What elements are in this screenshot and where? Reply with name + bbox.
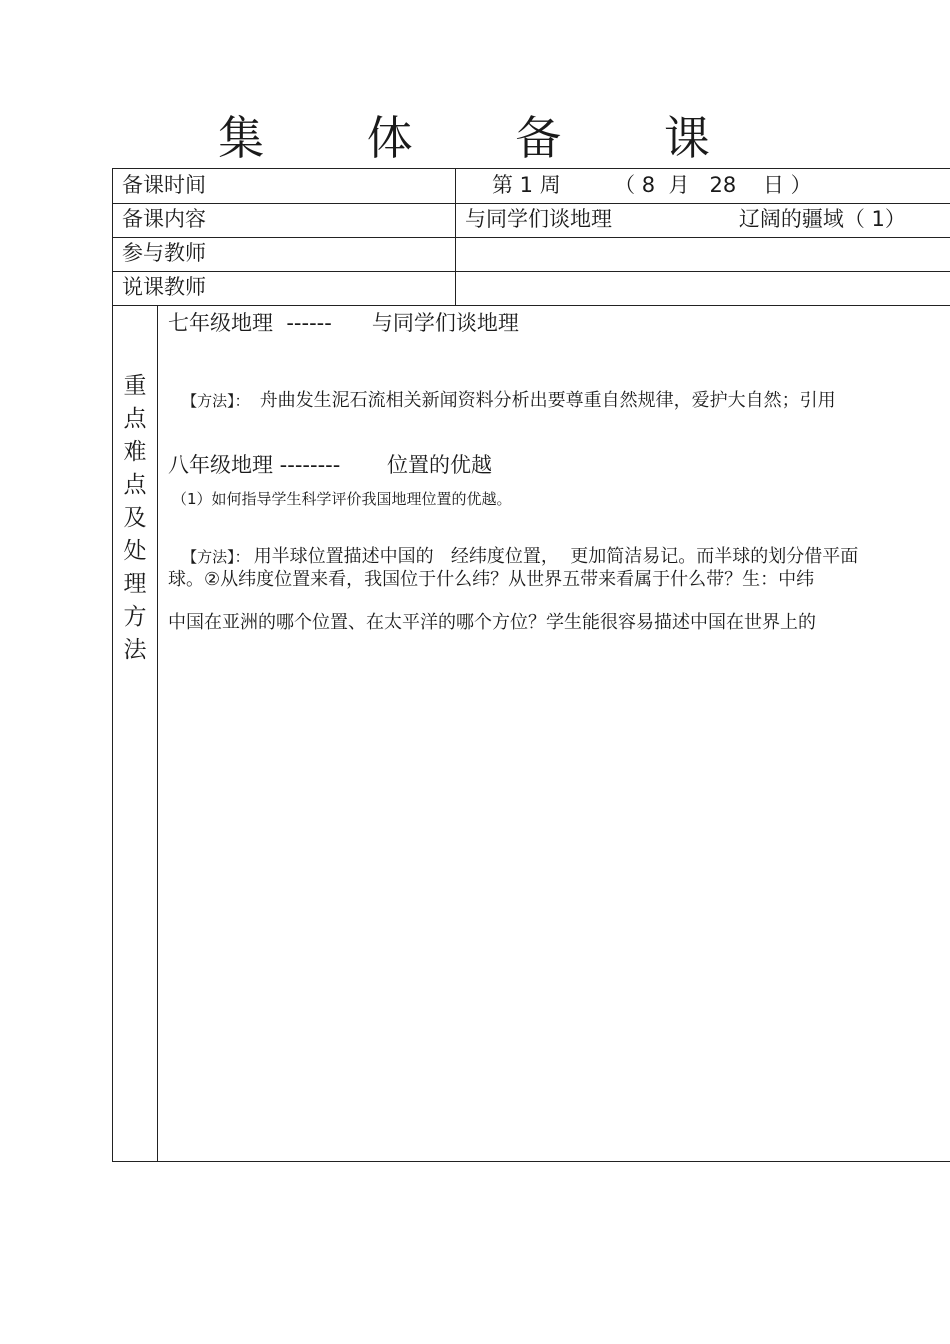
row-label-content: 备课内容: [122, 207, 206, 231]
grade8-heading: 八年级地理 -------- 位置的优越: [168, 453, 493, 477]
grade8-line-3: 中国在亚洲的哪个位置、在太平洋的哪个方位？学生能很容易描述中国在世界上的: [168, 612, 816, 633]
grade8-method-tag: 【方法】：: [182, 548, 250, 566]
grade7-method-text: 舟曲发生泥石流相关新闻资料分析出要尊重自然规律，爱护大自然；引用: [259, 390, 836, 411]
row-label-presenter: 说课教师: [122, 275, 206, 299]
side-label-divider: [157, 305, 158, 1162]
table-divider-3: [112, 271, 950, 272]
grade8-line-2: 球。②从纬度位置来看，我国位于什么纬？从世界五带来看属于什么带？生：中纬: [168, 569, 815, 590]
row-label-teachers: 参与教师: [122, 241, 206, 265]
grade7-heading: 七年级地理 ------ 与同学们谈地理: [168, 311, 519, 335]
row-label-time: 备课时间: [122, 173, 206, 197]
table-divider-2: [112, 237, 950, 238]
table-column-divider: [455, 168, 456, 305]
side-label-key-points: 重点难点及处理方法: [123, 373, 147, 663]
row-value-content: 与同学们谈地理 辽阔的疆域（ 1）: [465, 207, 906, 231]
grade7-method: [172, 369, 836, 414]
grade7-method-tag: 【方法】：: [182, 392, 250, 410]
grade8-item-1: （1）如何指导学生科学评价我国地理位置的优越。: [172, 490, 512, 508]
page-title: 集 体 备 课: [218, 111, 754, 165]
grade8-method: [172, 525, 858, 570]
row-value-time: 第 1 周 （ 8 月 28 日 ）: [492, 173, 812, 197]
grade8-method-text: 用半球位置描述中国的 经纬度位置， 更加简洁易记。而半球的划分借平面: [253, 546, 859, 567]
table-divider-4: [112, 305, 950, 306]
